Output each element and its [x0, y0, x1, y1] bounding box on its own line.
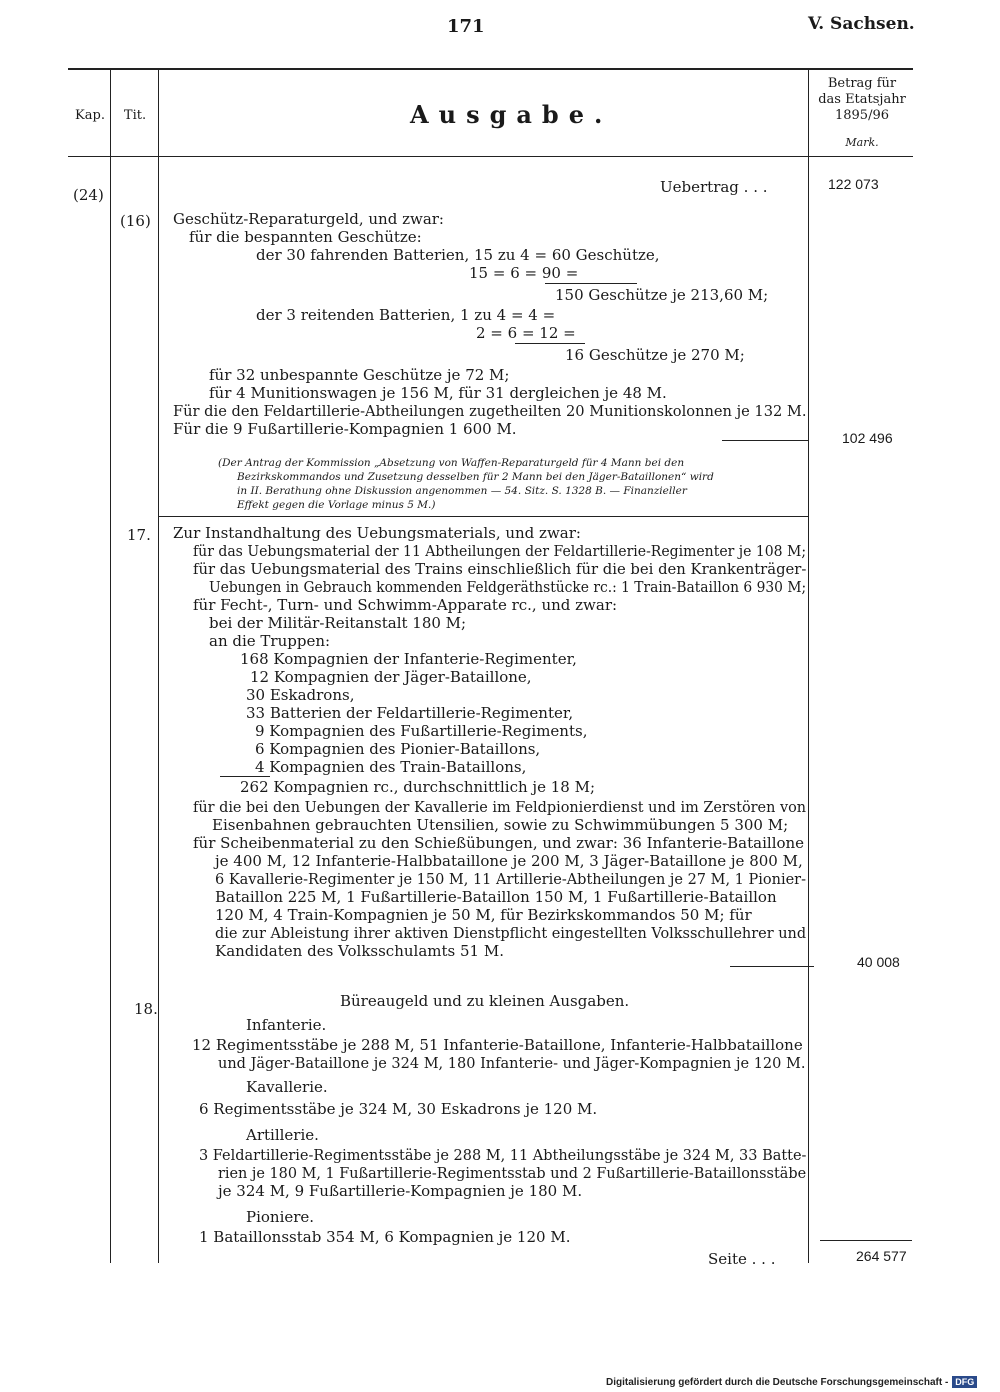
sum-rule: [220, 776, 270, 777]
tit17-line: die zur Ableistung ihrer aktiven Dienstpflicht eingestellten Volksschullehrer und: [215, 924, 807, 942]
tit18-kavallerie-heading: Kavallerie.: [246, 1078, 328, 1096]
tit16-line: der 30 fahrenden Batterien, 15 zu 4 = 60 Geschütze,: [256, 246, 660, 264]
table-title: Ausgabe.: [410, 100, 613, 129]
tit16-line: der 3 reitenden Batterien, 1 zu 4 = 4 =: [256, 306, 556, 324]
tit16-note-line: in II. Berathung ohne Diskussion angenommen — 54. Sitz. S. 1328 B. — Finanzieller: [237, 485, 687, 497]
tit16-line: Für die den Feldartillerie-Abtheilungen zugetheilten 20 Munitionskolonnen je 132 M.: [173, 402, 807, 420]
tit17-line: 6 Kompagnien des Pionier-Bataillons,: [255, 740, 541, 758]
amount-header-2: das Etatsjahr: [818, 92, 906, 107]
tit18-infanterie-line: 12 Regimentsstäbe je 288 M, 51 Infanterie-Bataillone, Infanterie-Halbbataillone: [192, 1036, 803, 1054]
tit18-pioniere-heading: Pioniere.: [246, 1208, 315, 1226]
tit17-line: 9 Kompagnien des Fußartillerie-Regiments,: [255, 722, 588, 740]
tit17-line: für Fecht-, Turn- und Schwimm-Apparate rc., und zwar:: [193, 596, 618, 614]
tit17-line: 168 Kompagnien der Infanterie-Regimenter,: [240, 650, 577, 668]
tit17-line: für die bei den Uebungen der Kavallerie im Feldpionierdienst und im Zerstören von: [193, 798, 807, 816]
tit17-line: Eisenbahnen gebrauchten Utensilien, sowie zu Schwimmübungen 5 300 M;: [212, 816, 789, 834]
tit17-line: an die Truppen:: [209, 632, 331, 650]
tit16-line: für 32 unbespannte Geschütze je 72 M;: [209, 366, 510, 384]
tit17-line: bei der Militär-Reitanstalt 180 M;: [209, 614, 467, 632]
tit16-line: Geschütz-Reparaturgeld, und zwar:: [173, 210, 444, 228]
carry-over-amount: 122 073: [828, 176, 879, 192]
col-divider-kap: [110, 68, 111, 1263]
credit-text: Digitalisierung gefördert durch die Deutsche Forschungsgemeinschaft -: [606, 1377, 949, 1388]
tit17-line: 33 Batterien der Feldartillerie-Regimenter,: [246, 704, 574, 722]
tit17-line: 6 Kavallerie-Regimenter je 150 M, 11 Artillerie-Abtheilungen je 27 M, 1 Pionier-: [215, 870, 806, 888]
tit16-number: (16): [120, 212, 151, 230]
tit16-line: 150 Geschütze je 213,60 M;: [555, 286, 769, 304]
tit16-note-line: Bezirkskommandos und Zusetzung desselben für 2 Mann bei den Jäger-Bataillonen“ wird: [237, 471, 714, 483]
tit17-line: 120 M, 4 Train-Kompagnien je 50 M, für Bezirkskommandos 50 M; für: [215, 906, 752, 924]
tit16-line: 2 = 6 = 12 =: [476, 324, 576, 342]
tit18-artillerie-line: rien je 180 M, 1 Fußartillerie-Regimentsstab und 2 Fußartillerie-Bataillonsstäbe: [218, 1164, 807, 1182]
tit16-line: 16 Geschütze je 270 M;: [565, 346, 745, 364]
kap-number: (24): [73, 186, 104, 204]
section-label: V. Sachsen.: [808, 14, 915, 34]
tit17-line: je 400 M, 12 Infanterie-Halbbataillone je 200 M, 3 Jäger-Bataillone je 800 M,: [215, 852, 803, 870]
col-divider-amount: [808, 68, 809, 1263]
tit17-line: 262 Kompagnien rc., durchschnittlich je 18 M;: [240, 778, 595, 796]
tit17-line: Zur Instandhaltung des Uebungsmaterials, und zwar:: [173, 524, 581, 542]
tit17-line: für Scheibenmaterial zu den Schießübungen, und zwar: 36 Infanterie-Bataillone: [193, 834, 805, 852]
amount-header-3: 1895/96: [834, 108, 889, 123]
tit18-infanterie-heading: Infanterie.: [246, 1016, 327, 1034]
tit18-pioniere-line: 1 Bataillonsstab 354 M, 6 Kompagnien je 120 M.: [199, 1228, 571, 1246]
tit17-line: 4 Kompagnien des Train-Bataillons,: [255, 758, 527, 776]
total-rule: [820, 1240, 912, 1241]
tit17-line: für das Uebungsmaterial des Trains einschließlich für die bei den Krankenträger-: [193, 560, 807, 578]
digitization-credit: [606, 1376, 977, 1388]
top-rule: [68, 68, 913, 70]
tit16-note-line: Effekt gegen die Vorlage minus 5 M.): [237, 499, 436, 511]
tit17-line: 30 Eskadrons,: [246, 686, 355, 704]
tit17-line: für das Uebungsmaterial der 11 Abtheilungen der Feldartillerie-Regimenter je 108 M;: [193, 542, 807, 560]
amount-header-1: Betrag für: [827, 76, 897, 91]
page-total-label: Seite . . .: [708, 1250, 776, 1268]
tit18-artillerie-line: 3 Feldartillerie-Regimentsstäbe je 288 M, 11 Abtheilungsstäbe je 324 M, 33 Batte-: [199, 1146, 807, 1164]
tit17-amount: 40 008: [857, 954, 900, 970]
sum-rule: [515, 343, 585, 344]
tit18-artillerie-line: je 324 M, 9 Fußartillerie-Kompagnien je 180 M.: [218, 1182, 583, 1200]
tit18-number: 18.: [134, 1000, 158, 1018]
tit17-number: 17.: [127, 526, 151, 544]
kap-header: Kap.: [75, 108, 105, 123]
header-rule: [68, 156, 913, 157]
amount-rule: [730, 966, 814, 967]
tit17-line: Kandidaten des Volksschulamts 51 M.: [215, 942, 504, 960]
tit18-kavallerie-line: 6 Regimentsstäbe je 324 M, 30 Eskadrons je 120 M.: [199, 1100, 598, 1118]
amount-header-unit: Mark.: [845, 136, 879, 149]
section-rule: [158, 516, 808, 517]
sum-rule: [545, 283, 637, 284]
tit17-line: Uebungen in Gebrauch kommenden Feldgeräthstücke rc.: 1 Train-Bataillon 6 930 M;: [209, 578, 807, 596]
tit18-heading: Büreaugeld und zu kleinen Ausgaben.: [340, 992, 630, 1010]
carry-over-label: Uebertrag . . .: [660, 178, 768, 196]
tit18-infanterie-line: und Jäger-Bataillone je 324 M, 180 Infanterie- und Jäger-Kompagnien je 120 M.: [218, 1054, 806, 1072]
tit16-line: Für die 9 Fußartillerie-Kompagnien 1 600 M.: [173, 420, 517, 438]
tit16-line: für die bespannten Geschütze:: [189, 228, 422, 246]
tit17-line: 12 Kompagnien der Jäger-Bataillone,: [250, 668, 532, 686]
page-number: 171: [447, 16, 485, 37]
tit16-line: für 4 Munitionswagen je 156 M, für 31 dergleichen je 48 M.: [209, 384, 667, 402]
dfg-logo: DFG: [952, 1376, 977, 1388]
tit18-artillerie-heading: Artillerie.: [246, 1126, 319, 1144]
tit17-line: Bataillon 225 M, 1 Fußartillerie-Bataillon 150 M, 1 Fußartillerie-Bataillon: [215, 888, 777, 906]
page-total-amount: 264 577: [856, 1248, 907, 1264]
tit16-note-line: (Der Antrag der Kommission „Absetzung von Waffen-Reparaturgeld für 4 Mann bei den: [218, 457, 685, 469]
tit16-line: 15 = 6 = 90 =: [469, 264, 579, 282]
amount-rule: [722, 440, 808, 441]
col-divider-tit: [158, 68, 159, 1263]
tit-header: Tit.: [123, 108, 147, 123]
tit16-amount: 102 496: [842, 430, 893, 446]
